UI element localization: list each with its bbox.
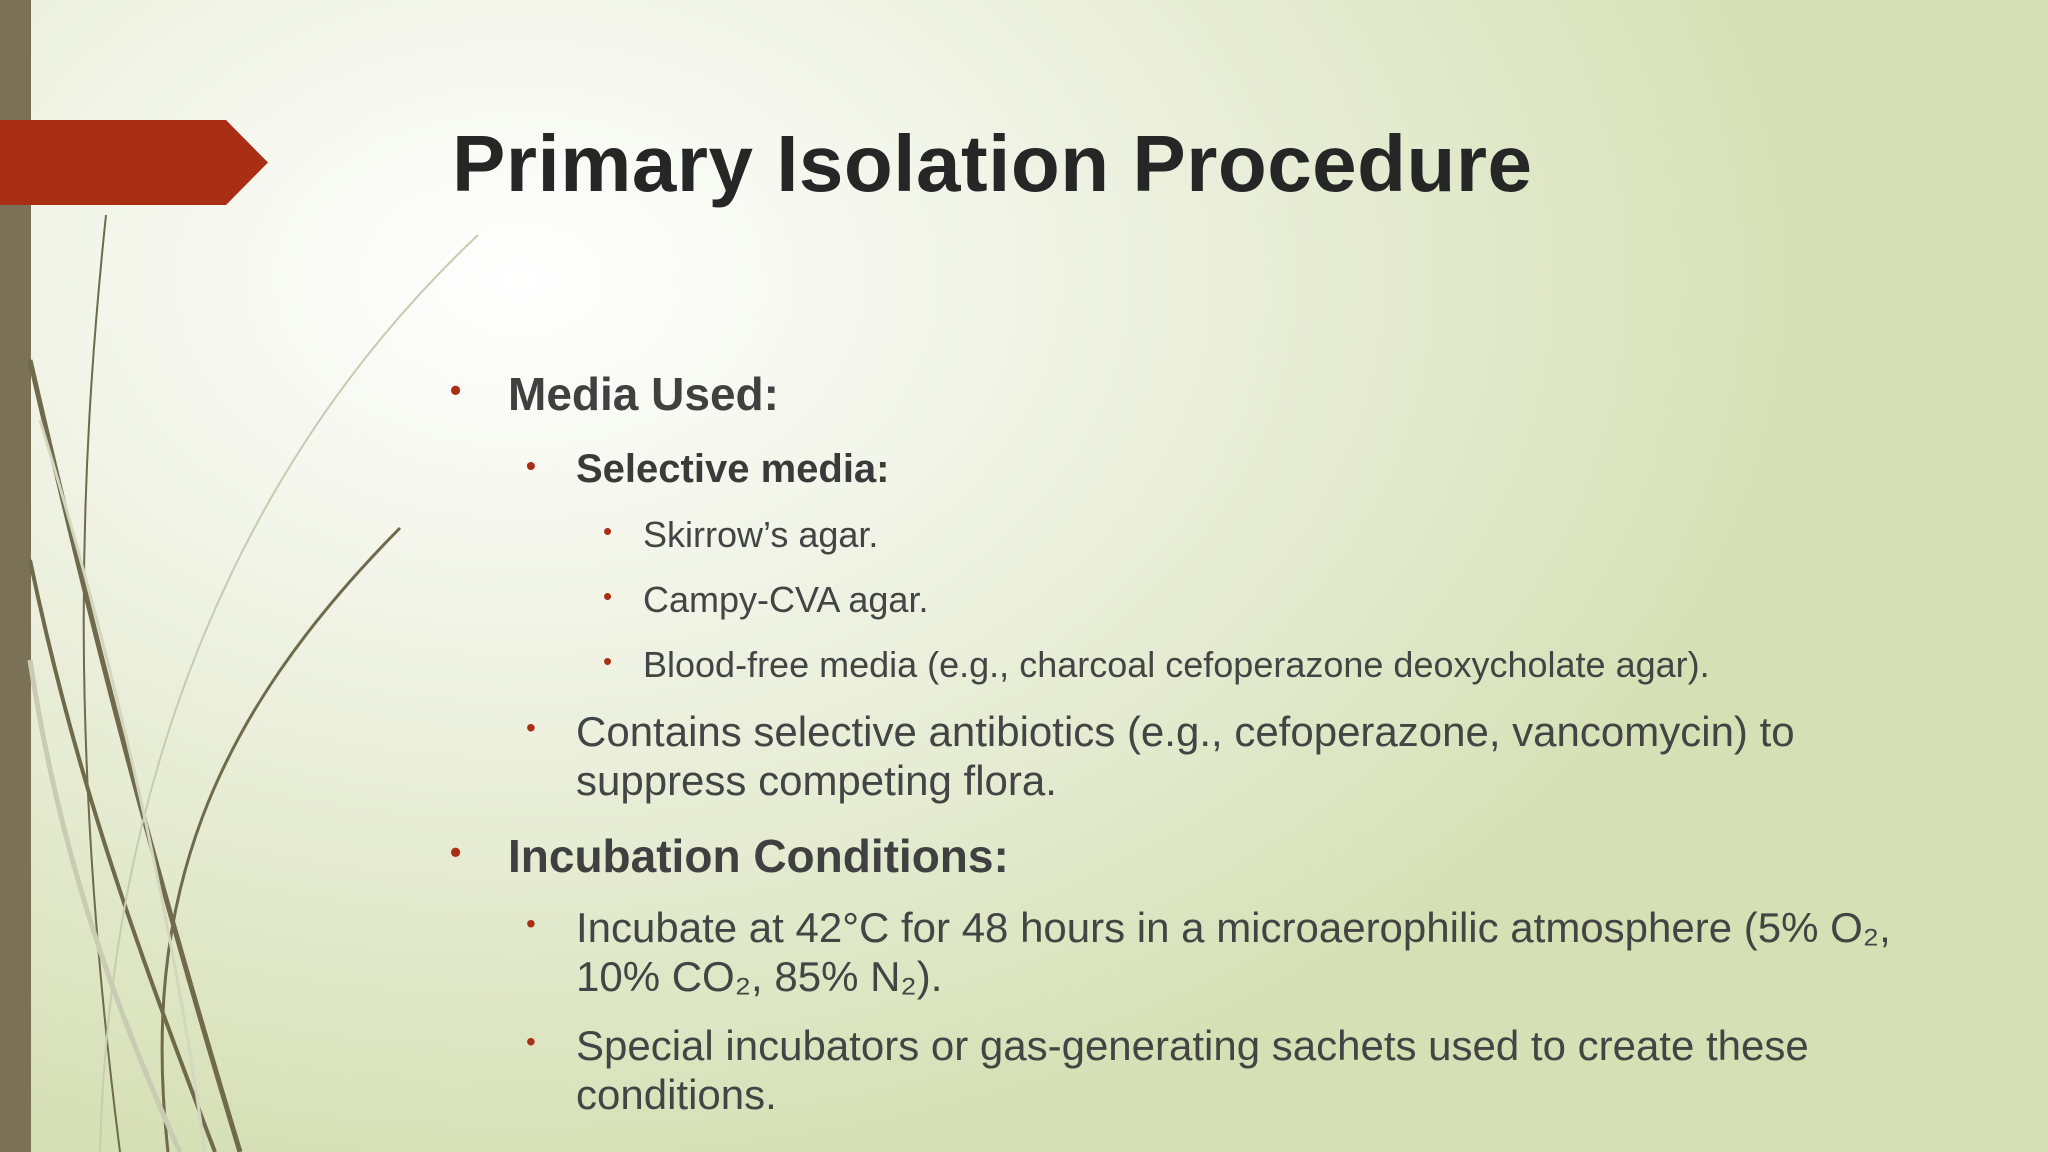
section-heading: Incubation Conditions:	[508, 830, 1009, 882]
bullet-marker: •	[526, 1026, 536, 1057]
bullet-marker: •	[603, 516, 613, 546]
bullet-marker: •	[603, 581, 613, 611]
bullet-incubate-42c	[526, 904, 1906, 1001]
bullet-media-used	[450, 368, 779, 422]
bullet-special-incubators	[526, 1022, 1906, 1119]
list-item-text: Skirrow’s agar.	[643, 514, 879, 555]
list-item-text: Blood-free media (e.g., charcoal cefoperazone deoxycholate agar).	[643, 644, 1710, 685]
bullet-incubation-conditions	[450, 830, 1009, 884]
body-text: Special incubators or gas-generating sachets used to create these conditions.	[576, 1022, 1809, 1118]
bullet-campy-cva-agar	[603, 579, 929, 621]
slide-title: Primary Isolation Procedure	[452, 119, 1533, 208]
body-text: Incubate at 42°C for 48 hours in a microaerophilic atmosphere (5% O₂, 10% CO₂, 85% N₂).	[576, 904, 1891, 1000]
bullet-selective-antibiotics	[526, 708, 1906, 805]
list-item-text: Campy-CVA agar.	[643, 579, 929, 620]
section-heading: Media Used:	[508, 368, 779, 420]
bullet-selective-media	[526, 446, 1906, 493]
subheading-text: Selective media:	[576, 447, 890, 491]
bullet-skirrows-agar	[603, 514, 879, 556]
bullet-blood-free-media	[603, 644, 1710, 686]
bullet-marker: •	[450, 834, 462, 870]
bullet-marker: •	[526, 908, 536, 939]
bullet-marker: •	[526, 712, 536, 743]
bullet-marker: •	[526, 450, 536, 481]
body-text: Contains selective antibiotics (e.g., cefoperazone, vancomycin) to suppress competing flora.	[576, 708, 1795, 804]
bullet-marker: •	[603, 646, 613, 676]
bullet-marker: •	[450, 372, 462, 408]
